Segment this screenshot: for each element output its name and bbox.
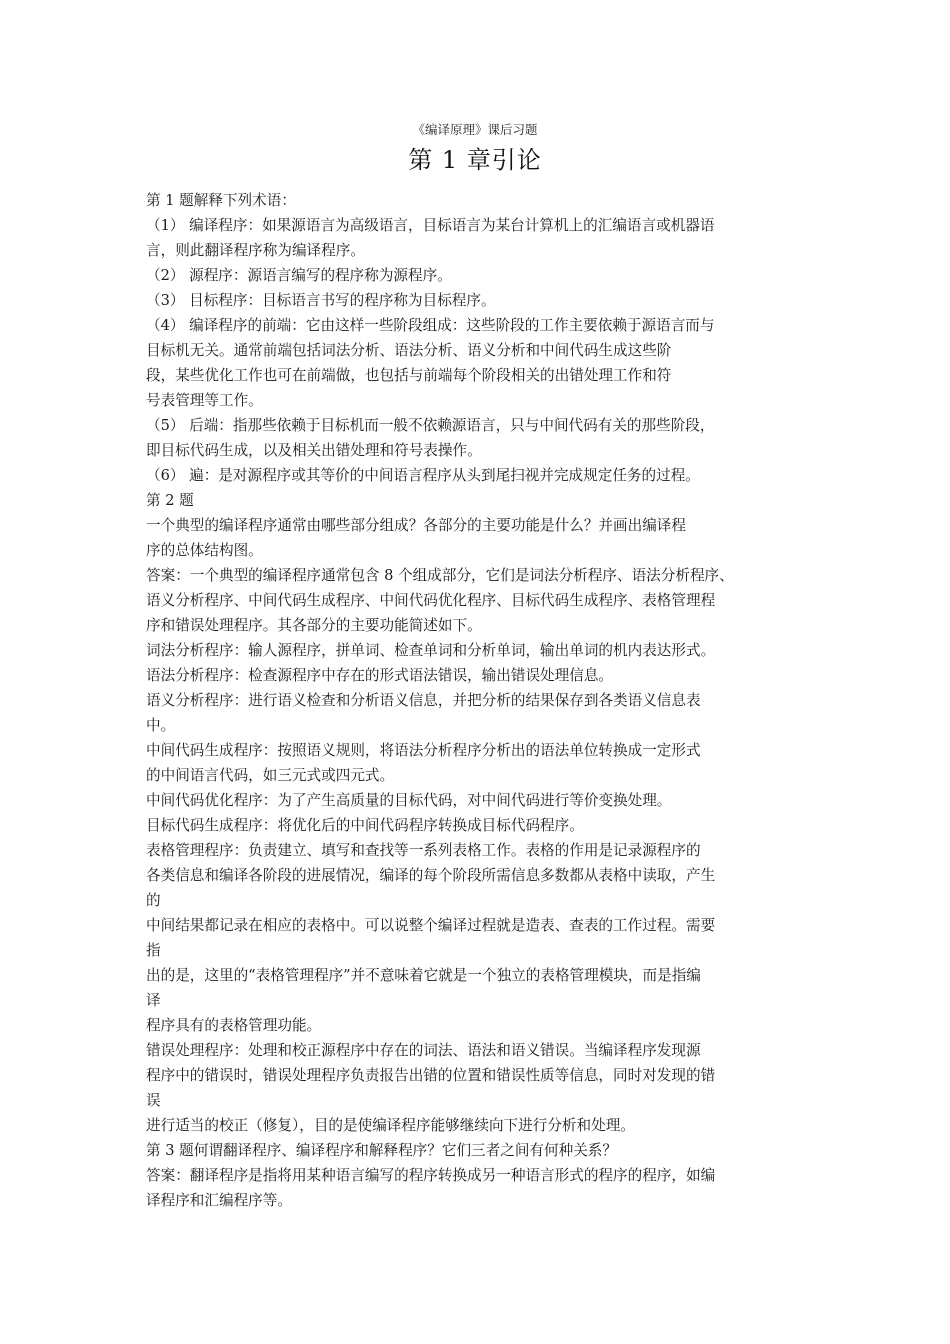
text-line: （4） 编译程序的前端：它由这样一些阶段组成：这些阶段的工作主要依赖于源语言而与 — [146, 317, 715, 334]
text-line: 答案：一个典型的编译程序通常包含 8 个组成部分，它们是词法分析程序、语法分析程序、 — [146, 567, 734, 584]
text-line: 中间代码优化程序：为了产生高质量的目标代码，对中间代码进行等价变换处理。 — [146, 792, 672, 809]
text-line: （1） 编译程序：如果源语言为高级语言，目标语言为某台计算机上的汇编语言或机器语 — [146, 217, 715, 234]
text-line: 语义分析程序、中间代码生成程序、中间代码优化程序、目标代码生成程序、表格管理程 — [146, 592, 716, 609]
text-line: 表格管理程序：负责建立、填写和查找等一系列表格工作。表格的作用是记录源程序的 — [146, 842, 701, 859]
text-line: 各类信息和编译各阶段的进展情况，编译的每个阶段所需信息多数都从表格中读取，产生 — [146, 867, 716, 884]
text-line: 第 1 题解释下列术语： — [146, 192, 296, 209]
text-line: 错误处理程序：处理和校正源程序中存在的词法、语法和语义错误。当编译程序发现源 — [146, 1042, 701, 1059]
document-body — [146, 188, 826, 1213]
text-line: 序和错误处理程序。其各部分的主要功能简述如下。 — [146, 617, 482, 634]
text-line: 即目标代码生成，以及相关出错处理和符号表操作。 — [146, 442, 482, 459]
document-header: 《编译原理》课后习题 — [412, 122, 538, 137]
text-line: 段，某些优化工作也可在前端做，也包括与前端每个阶段相关的出错处理工作和符 — [146, 367, 672, 384]
text-line: 译 — [146, 992, 161, 1009]
text-line: 号表管理等工作。 — [146, 392, 263, 409]
text-line: 第 3 题何谓翻译程序、编译程序和解释程序？它们三者之间有何种关系？ — [146, 1142, 617, 1159]
text-line: （2） 源程序：源语言编写的程序称为源程序。 — [146, 267, 452, 284]
text-line: 误 — [146, 1092, 161, 1109]
text-line: 词法分析程序：输人源程序，拼单词、检查单词和分析单词，输出单词的机内表达形式。 — [146, 642, 716, 659]
text-line: （6） 遍：是对源程序或其等价的中间语言程序从头到尾扫视并完成规定任务的过程。 — [146, 467, 700, 484]
text-line: （3） 目标程序：目标语言书写的程序称为目标程序。 — [146, 292, 496, 309]
text-line: 目标代码生成程序：将优化后的中间代码程序转换成目标代码程序。 — [146, 817, 584, 834]
text-line: 序的总体结构图。 — [146, 542, 263, 559]
text-line: 出的是，这里的“表格管理程序”并不意味着它就是一个独立的表格管理模块，而是指编 — [146, 967, 701, 984]
text-line: 第 2 题 — [146, 492, 194, 509]
text-line: 答案：翻译程序是指将用某种语言编写的程序转换成另一种语言形式的程序的程序，如编 — [146, 1167, 716, 1184]
text-line: 程序中的错误时，错误处理程序负责报告出错的位置和错误性质等信息，同时对发现的错 — [146, 1067, 716, 1084]
text-line: 中间代码生成程序：按照语义规则，将语法分析程序分析出的语法单位转换成一定形式 — [146, 742, 701, 759]
text-line: （5） 后端：指那些依赖于目标机而一般不依赖源语言，只与中间代码有关的那些阶段， — [146, 417, 715, 434]
text-line: 指 — [146, 942, 161, 959]
text-line: 的 — [146, 892, 161, 909]
text-line: 语法分析程序：检查源程序中存在的形式语法错误，输出错误处理信息。 — [146, 667, 614, 684]
text-line: 语义分析程序：进行语义检查和分析语义信息，并把分析的结果保存到各类语义信息表 — [146, 692, 701, 709]
chapter-title: 第 1 章引论 — [408, 146, 542, 174]
text-line: 译程序和汇编程序等。 — [146, 1192, 292, 1209]
text-line: 程序具有的表格管理功能。 — [146, 1017, 322, 1034]
text-line: 中。 — [146, 717, 176, 734]
text-line: 中间结果都记录在相应的表格中。可以说整个编译过程就是造表、查表的工作过程。需要 — [146, 917, 716, 934]
text-line: 目标机无关。通常前端包括词法分析、语法分析、语义分析和中间代码生成这些阶 — [146, 342, 672, 359]
text-line: 的中间语言代码，如三元式或四元式。 — [146, 767, 395, 784]
text-line: 进行适当的校正（修复），目的是使编译程序能够继续向下进行分析和处理。 — [146, 1117, 635, 1134]
text-line: 一个典型的编译程序通常由哪些部分组成？各部分的主要功能是什么？并画出编译程 — [146, 517, 686, 534]
text-line: 言，则此翻译程序称为编译程序。 — [146, 242, 365, 259]
